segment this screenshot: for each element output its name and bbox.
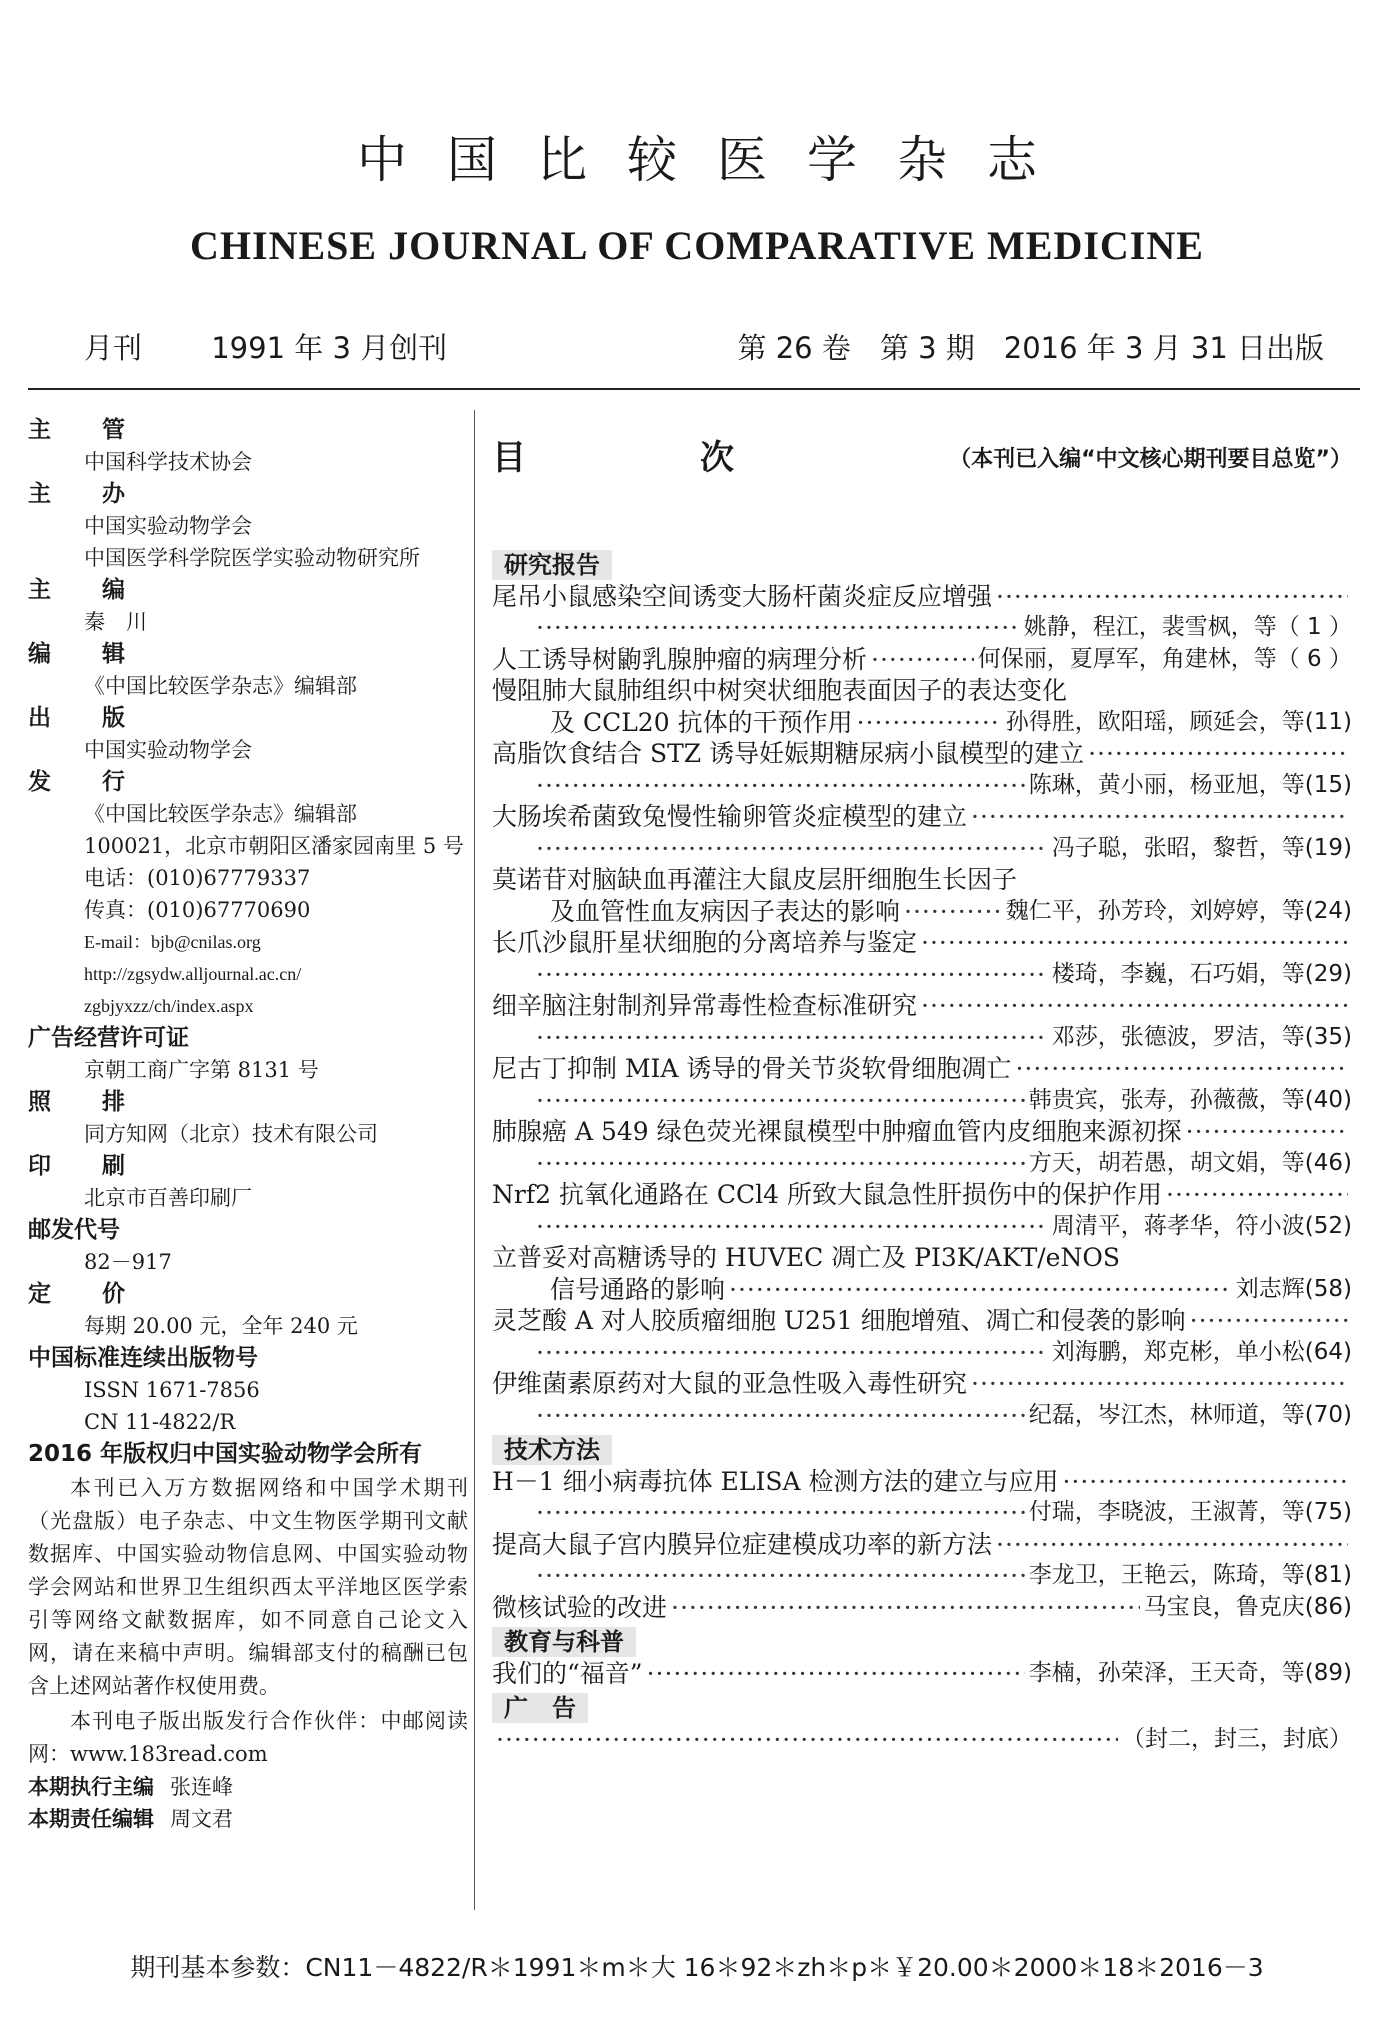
article-title: 大肠埃希菌致兔慢性输卵管炎症模型的建立 (492, 802, 968, 831)
article-title: 高脂饮食结合 STZ 诱导妊娠期糖尿病小鼠模型的建立 (492, 739, 1085, 768)
masthead-value: 《中国比较医学杂志》编辑部 (84, 802, 357, 826)
masthead-value: 传真：(010)67770690 (84, 898, 311, 922)
masthead-label: 主 编 (28, 577, 139, 603)
leader-dots (1062, 1466, 1348, 1498)
article-title-cont: 及 CCL20 抗体的干预作用 (550, 707, 853, 737)
article-title: 尾吊小鼠感染空间诱变大肠杆菌炎症反应增强 (492, 581, 993, 611)
article-title-cont: 及血管性血友病因子表达的影响 (550, 896, 901, 926)
leader-dots (1015, 1053, 1348, 1085)
masthead-label: 发 行 (28, 769, 139, 795)
masthead-value: 秦 川 (84, 610, 147, 634)
leader-dots (536, 1148, 1025, 1180)
article-authors: 纪磊，岑江杰，林师道，等(70) (1028, 1401, 1352, 1428)
article-authors: 邓莎，张德波，罗洁，等(35) (1051, 1023, 1352, 1050)
masthead-block-2 (28, 1022, 468, 1438)
toc-category: 技术方法 (492, 1435, 612, 1465)
article-title: 细辛脑注射制剂异常毒性检查标准研究 (492, 991, 918, 1020)
toc-category: 研究报告 (492, 550, 612, 580)
article-authors: 方天，胡若愚，胡文娟，等(46) (1028, 1149, 1352, 1176)
masthead-value: 每期 20.00 元，全年 240 元 (84, 1314, 358, 1338)
toc-entry (492, 644, 1352, 676)
masthead-value: 电话：(010)67779337 (84, 866, 311, 890)
toc-entry (492, 1053, 1352, 1085)
resp-editor: 本期责任编辑 周文君 (28, 1807, 233, 1831)
founded: 1991 年 3 月创刊 (211, 331, 448, 365)
journal-parameters: 期刊基本参数：CN11－4822/R＊1991＊m＊大 16＊92＊zh＊p＊￥20.00＊2000＊18＊2016－3 (130, 1953, 1264, 1982)
masthead-label: 中国标准连续出版物号 (28, 1345, 258, 1371)
toc-entry (492, 1116, 1352, 1148)
leader-dots (1088, 738, 1348, 770)
article-authors: 李龙卫，王艳云，陈琦，等(81) (1028, 1562, 1352, 1588)
leader-dots (921, 927, 1348, 959)
masthead-column (28, 414, 468, 1835)
article-title: 伊维菌素原药对大鼠的亚急性吸入毒性研究 (492, 1369, 968, 1398)
toc-entry-authors (492, 959, 1352, 991)
article-title: H－1 细小病毒抗体 ELISA 检测方法的建立与应用 (492, 1466, 1059, 1496)
masthead-label: 邮发代号 (28, 1217, 120, 1243)
toc-entry (492, 581, 1352, 613)
journal-title-cn: 中国比较医学杂志 (357, 131, 1077, 189)
contact-line: zgbjyxzz/ch/index.aspx (84, 996, 254, 1016)
leader-dots (536, 1497, 1025, 1529)
leader-dots (647, 1658, 1025, 1690)
leader-dots (671, 1592, 1140, 1624)
masthead-value: 北京市百善印刷厂 (84, 1186, 252, 1210)
article-title: 长爪沙鼠肝星状细胞的分离培养与鉴定 (492, 928, 918, 957)
contact-line: E-mail：bjb@cnilas.org (84, 932, 261, 952)
toc-entry-authors (492, 1085, 1352, 1117)
masthead-value: 中国科学技术协会 (84, 450, 252, 474)
masthead-label: 印 刷 (28, 1153, 139, 1179)
leader-dots (496, 1724, 1118, 1756)
copyright: 2016 年版权归中国实验动物学会所有 (28, 1441, 423, 1467)
article-title: 灵芝酸 A 对人胶质瘤细胞 U251 细胞增殖、凋亡和侵袭的影响 (492, 1306, 1186, 1335)
toc-entry (492, 707, 1352, 739)
masthead-label: 主 管 (28, 417, 139, 443)
article-title: 立普妥对高糖诱导的 HUVEC 凋亡及 PI3K/AKT/eNOS (492, 1243, 1120, 1272)
masthead-value: ISSN 1671-7856 (84, 1378, 260, 1402)
article-authors: 冯子聪，张昭，黎哲，等(19) (1051, 834, 1352, 861)
masthead-block (28, 414, 468, 926)
toc-entry-authors (492, 1337, 1352, 1369)
masthead-label: 出 版 (28, 705, 139, 731)
article-authors: 刘海鹏，郑克彬，单小松(64) (1051, 1338, 1352, 1365)
toc-entry (492, 1592, 1352, 1624)
masthead-value: 中国医学科学院医学实验动物研究所 (84, 546, 420, 570)
article-title: 肺腺癌 A 549 绿色荧光裸鼠模型中肿瘤血管内皮细胞来源初探 (492, 1117, 1182, 1146)
article-authors: 韩贵宾，张寿，孙薇薇，等(40) (1028, 1086, 1352, 1113)
exec-editor: 本期执行主编 张连峰 (28, 1775, 233, 1799)
column-divider (474, 410, 475, 1910)
article-title: 莫诺苷对脑缺血再灌注大鼠皮层肝细胞生长因子 (492, 865, 1018, 894)
article-authors: 周清平，蒋孝华，符小波(52) (1051, 1212, 1352, 1239)
leader-dots (1186, 1116, 1348, 1148)
leader-dots (536, 1400, 1025, 1432)
leader-dots (971, 801, 1348, 833)
masthead-label: 编 辑 (28, 641, 139, 667)
leader-dots (729, 1274, 1232, 1306)
masthead-value: 京朝工商广字第 8131 号 (84, 1058, 319, 1082)
copyright-notice: 本刊已入万方数据网络和中国学术期刊（光盘版）电子杂志、中文生物医学期刊文献数据库、中国实验动物信息网、中国实验动物学会网站和世界卫生组织西太平洋地区医学索引等网络文献数据库，如不同意自己论文入网，请在来稿中声明。编辑部支付的稿酬已包含上述网站著作权使用费。 (28, 1476, 468, 1698)
toc-entry-authors (492, 1400, 1352, 1432)
toc-entry (492, 1529, 1352, 1561)
toc-entry-authors (492, 1560, 1352, 1592)
toc-entry (492, 1466, 1352, 1498)
leader-dots (536, 770, 1025, 802)
toc-entry (492, 1724, 1352, 1756)
toc-entry (492, 927, 1352, 959)
article-title: 我们的“福音” (492, 1658, 643, 1688)
toc-entry (492, 1179, 1352, 1211)
publication-info (84, 326, 1324, 366)
article-title: 慢阻肺大鼠肺组织中树突状细胞表面因子的表达变化 (492, 676, 1068, 705)
masthead-label: 广告经营许可证 (28, 1025, 189, 1051)
toc-entry (492, 801, 1352, 833)
toc-category: 教育与科普 (492, 1627, 636, 1657)
toc-entry (492, 1305, 1352, 1337)
masthead-value: 同方知网（北京）技术有限公司 (84, 1122, 378, 1146)
article-authors: （封二，封三，封底） (1122, 1725, 1352, 1752)
masthead-value: 中国实验动物学会 (84, 738, 252, 762)
leader-dots (1166, 1179, 1348, 1211)
article-authors: 孙得胜，欧阳瑶，顾延会，等(11) (1005, 708, 1352, 735)
toc-entry (492, 990, 1352, 1022)
article-authors: 楼琦，李巍，石巧娟，等(29) (1051, 960, 1352, 987)
leader-dots (871, 644, 974, 676)
partner-notice: 本刊电子版出版发行合作伙伴：中邮阅读网：www.183read.com (28, 1709, 468, 1766)
leader-dots (921, 990, 1348, 1022)
masthead-label: 定 价 (28, 1281, 139, 1307)
header-rule (28, 388, 1360, 390)
article-title: 人工诱导树鼩乳腺肿瘤的病理分析 (492, 644, 868, 674)
leader-dots (536, 1022, 1048, 1054)
leader-dots (1190, 1305, 1348, 1337)
article-authors: 马宝良，鲁克庆(86) (1143, 1593, 1352, 1620)
masthead-value: 82－917 (84, 1250, 172, 1274)
toc-entry-authors (492, 1211, 1352, 1243)
article-authors: 陈琳，黄小丽，杨亚旭，等(15) (1028, 771, 1352, 798)
toc-entry-authors (492, 1497, 1352, 1529)
article-authors: 付瑞，李晓波，王淑菁，等(75) (1028, 1499, 1352, 1525)
leader-dots (536, 833, 1048, 865)
toc-entry (492, 1274, 1352, 1306)
toc-entry (492, 738, 1352, 770)
article-title: 微核试验的改进 (492, 1592, 668, 1622)
article-authors: 李楠，孙荣泽，王天奇，等(89) (1028, 1659, 1352, 1686)
article-title-cont: 信号通路的影响 (550, 1274, 726, 1304)
leader-dots (996, 581, 1348, 613)
toc-header (492, 430, 1352, 480)
leader-dots (996, 1529, 1348, 1561)
toc-note: （本刊已入编“中文核心期刊要目总览”） (949, 447, 1352, 472)
leader-dots (857, 707, 1002, 739)
leader-dots (536, 612, 1020, 644)
leader-dots (904, 896, 1002, 928)
issue-info: 第 26 卷 第 3 期 2016 年 3 月 31 日出版 (737, 331, 1324, 365)
toc-entry-authors (492, 833, 1352, 865)
article-authors: 何保丽，夏厚军，角建林，等（ 6 ） (977, 645, 1352, 672)
leader-dots (536, 1085, 1025, 1117)
masthead-value: 中国实验动物学会 (84, 514, 252, 538)
journal-title-en: CHINESE JOURNAL OF COMPARATIVE MEDICINE (190, 223, 1204, 268)
contact-line: http://zgsydw.alljournal.ac.cn/ (84, 964, 302, 984)
article-authors: 魏仁平，孙芳玲，刘婷婷，等(24) (1005, 897, 1352, 924)
toc-entry (492, 1368, 1352, 1400)
toc-category: 广 告 (492, 1693, 588, 1723)
leader-dots (536, 1337, 1048, 1369)
toc-entry (492, 1658, 1352, 1690)
masthead-value: CN 11-4822/R (84, 1410, 236, 1434)
toc-entry (492, 896, 1352, 928)
toc-title: 目 次 (492, 438, 804, 478)
article-authors: 姚静，程江，裴雪枫，等（ 1 ） (1023, 614, 1352, 640)
masthead-value: 《中国比较医学杂志》编辑部 (84, 674, 357, 698)
toc-entry-authors (492, 612, 1352, 644)
masthead-label: 照 排 (28, 1089, 139, 1115)
article-title: Nrf2 抗氧化通路在 CCl4 所致大鼠急性肝损伤中的保护作用 (492, 1180, 1162, 1209)
leader-dots (971, 1368, 1348, 1400)
masthead-value: 100021，北京市朝阳区潘家园南里 5 号 (84, 834, 464, 858)
leader-dots (536, 959, 1048, 991)
leader-dots (536, 1211, 1048, 1243)
frequency: 月刊 (84, 331, 143, 365)
leader-dots (536, 1560, 1025, 1592)
contact-block (28, 926, 468, 1022)
toc-entry-authors (492, 1148, 1352, 1180)
toc-entry-authors (492, 1022, 1352, 1054)
toc-entry-authors (492, 770, 1352, 802)
table-of-contents (492, 546, 1352, 1755)
masthead-label: 主 办 (28, 481, 139, 507)
article-title: 尼古丁抑制 MIA 诱导的骨关节炎软骨细胞凋亡 (492, 1054, 1012, 1083)
article-title: 提高大鼠子宫内膜异位症建模成功率的新方法 (492, 1529, 993, 1559)
article-authors: 刘志辉(58) (1235, 1275, 1352, 1302)
